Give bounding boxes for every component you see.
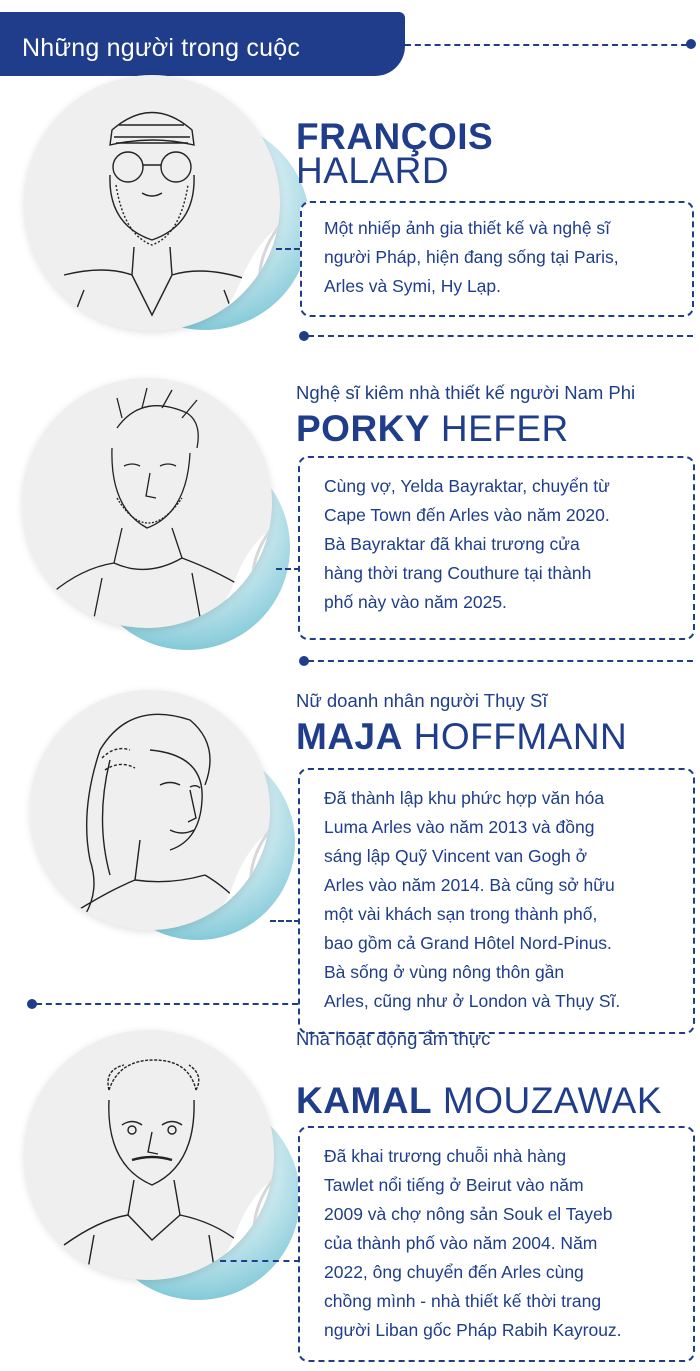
bio-line: Luma Arles vào năm 2013 và đồng	[324, 817, 595, 837]
bio-line: sáng lập Quỹ Vincent van Gogh ở	[324, 846, 588, 866]
bio-connector	[276, 248, 300, 250]
portrait-hoffmann	[30, 690, 270, 930]
bio-box	[300, 201, 694, 317]
bio-line: người Liban gốc Pháp Rabih Kayrouz.	[324, 1320, 622, 1340]
portrait-halard	[24, 75, 280, 331]
bio-line: của thành phố vào năm 2004. Năm	[324, 1233, 598, 1253]
header-divider-dot	[686, 39, 696, 49]
person-name	[296, 718, 627, 755]
bio-line: phố này vào năm 2025.	[324, 592, 507, 612]
person-name	[296, 410, 569, 447]
bio-line: Đã khai trương chuỗi nhà hàng	[324, 1146, 567, 1166]
bio-line: 2022, ông chuyển đến Arles cùng	[324, 1262, 584, 1282]
bio-line: Bà Bayraktar đã khai trương cửa	[324, 534, 580, 554]
person-last-name: HOFFMANN	[413, 716, 628, 757]
bio-line: Arles vào năm 2014. Bà cũng sở hữu	[324, 875, 615, 895]
person-last-name: HALARD	[296, 150, 450, 191]
bio-line: Đã thành lập khu phức hợp văn hóa	[324, 788, 605, 808]
person-first-name: KAMAL	[296, 1080, 433, 1121]
person-name	[296, 1082, 662, 1119]
bio-line: Cape Town đến Arles vào năm 2020.	[324, 505, 610, 525]
bio-line: người Pháp, hiện đang sống tại Paris,	[324, 247, 619, 267]
section-divider	[308, 335, 693, 337]
bio-connector	[270, 920, 300, 922]
bio-text	[324, 214, 619, 301]
bio-line: Bà sống ở vùng nông thôn gần	[324, 962, 565, 982]
page-curl-icon	[30, 690, 270, 930]
bio-line: hàng thời trang Couthure tại thành	[324, 563, 592, 583]
bio-line: một vài khách sạn trong thành phố,	[324, 904, 598, 924]
section-header	[0, 12, 405, 76]
bio-text	[324, 1142, 622, 1345]
person-last-name: MOUZAWAK	[442, 1080, 663, 1121]
bio-box	[298, 456, 695, 640]
section-divider	[36, 1003, 298, 1005]
bio-line: bao gồm cả Grand Hôtel Nord-Pinus.	[324, 933, 612, 953]
section-divider	[308, 660, 693, 662]
bio-line: Tawlet nổi tiếng ở Beirut vào năm	[324, 1175, 584, 1195]
person-first-name: FRANÇOIS	[296, 116, 494, 157]
bio-line: Arles và Symi, Hy Lạp.	[324, 276, 501, 296]
bio-line: Cùng vợ, Yelda Bayraktar, chuyển từ	[324, 476, 610, 496]
page-curl-icon	[24, 75, 280, 331]
page-curl-icon	[22, 378, 272, 628]
person-first-name: PORKY	[296, 408, 431, 449]
bio-line: chồng mình - nhà thiết kế thời trang	[324, 1291, 602, 1311]
person-role: Nghệ sĩ kiêm nhà thiết kế người Nam Phi	[296, 382, 636, 403]
bio-box	[298, 1126, 695, 1362]
page-curl-icon	[24, 1030, 274, 1280]
header-divider	[405, 44, 687, 46]
bio-connector	[220, 1260, 300, 1262]
person-last-name: HEFER	[440, 408, 569, 449]
bio-connector	[276, 568, 300, 570]
person-role: Nhà hoạt động ẩm thực	[296, 1028, 491, 1049]
bio-line: 2009 và chợ nông sản Souk el Tayeb	[324, 1204, 613, 1224]
bio-text	[324, 472, 610, 617]
portrait-hefer	[22, 378, 272, 628]
bio-box	[298, 768, 695, 1034]
section-title: Những người trong cuộc	[22, 34, 301, 62]
person-first-name: MAJA	[296, 716, 403, 757]
person-role: Nữ doanh nhân người Thụy Sĩ	[296, 690, 548, 711]
portrait-mouzawak	[24, 1030, 274, 1280]
bio-text	[324, 784, 620, 1016]
bio-line: Một nhiếp ảnh gia thiết kế và nghệ sĩ	[324, 218, 611, 238]
bio-line: Arles, cũng như ở London và Thụy Sĩ.	[324, 991, 621, 1011]
